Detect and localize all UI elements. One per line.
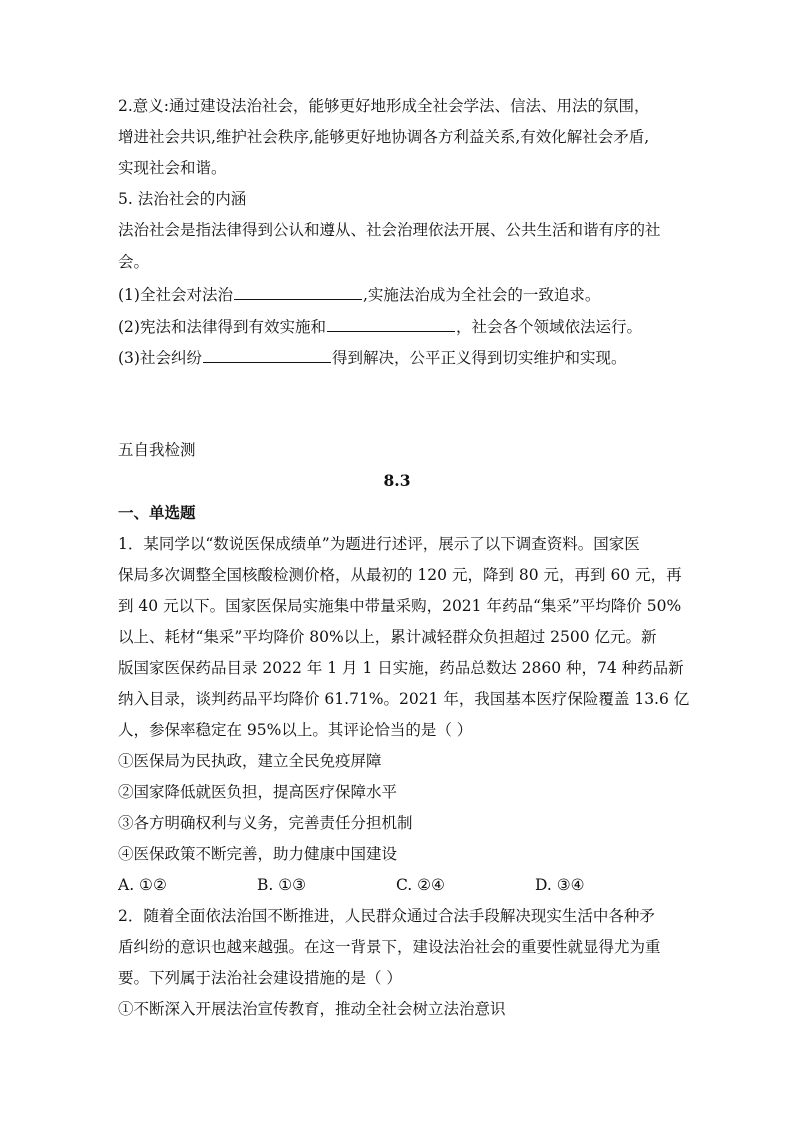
q1-line-3: 到 40 元以下。国家医保局实施集中带量采购，2021 年药品“集采”平均降价 50% <box>118 597 682 615</box>
item-1-suffix: ,实施法治成为全社会的一致追求。 <box>362 286 601 304</box>
self-check-heading: 五自我检测 <box>118 441 196 459</box>
connotation-item-2 <box>118 316 698 337</box>
q1-statement-1: ①医保局为民执政，建立全民免疫屏障 <box>118 752 382 770</box>
meaning-line-2: 增进社会共识,维护社会秩序,能够更好地协调各方利益关系,有效化解社会矛盾, <box>118 128 650 146</box>
lesson-number: 8.3 <box>383 471 411 490</box>
connotation-heading: 5. 法治社会的内涵 <box>118 190 247 208</box>
item-1-prefix: (1)全社会对法治 <box>118 286 233 304</box>
q1-option-a[interactable]: A. ①② <box>118 876 167 894</box>
item-2-prefix: (2)宪法和法律得到有效实施和 <box>118 318 326 336</box>
meaning-line-1: 2.意义:通过建设法治社会，能够更好地形成全社会学法、信法、用法的氛围， <box>118 97 650 115</box>
q1-line-5: 版国家医保药品目录 2022 年 1 月 1 日实施，药品总数达 2860 种，74 种药品新 <box>118 659 684 677</box>
fill-blank-2[interactable] <box>327 316 455 332</box>
item-3-prefix: (3)社会纠纷 <box>118 349 202 367</box>
q1-option-d[interactable]: D. ③④ <box>535 876 585 894</box>
q2-line-1: 2．随着全面依法治国不断推进，人民群众通过合法手段解决现实生活中各种矛 <box>118 907 655 925</box>
q1-line-6: 纳入目录，谈判药品平均降价 61.71%。2021 年，我国基本医疗保险覆盖 13.6 亿 <box>118 690 690 708</box>
fill-blank-3[interactable] <box>203 347 331 363</box>
q1-statement-2: ②国家降低就医负担，提高医疗保障水平 <box>118 783 398 801</box>
q1-option-c[interactable]: C. ②④ <box>396 876 445 894</box>
section-title: 一、单选题 <box>118 503 196 522</box>
q1-line-2: 保局多次调整全国核酸检测价格，从最初的 120 元，降到 80 元，再到 60 元，再 <box>118 566 682 584</box>
item-3-suffix: 得到解决，公平正义得到切实维护和实现。 <box>331 349 627 367</box>
q1-statement-4: ④医保政策不断完善，助力健康中国建设 <box>118 845 398 863</box>
q2-line-2: 盾纠纷的意识也越来越强。在这一背景下，建设法治社会的重要性就显得尤为重 <box>118 938 661 956</box>
q2-statement-1: ①不断深入开展法治宣传教育，推动全社会树立法治意识 <box>118 1000 506 1018</box>
q1-line-1: 1．某同学以“数说医保成绩单”为题进行述评，展示了以下调查资料。国家医 <box>118 535 640 553</box>
connotation-item-3 <box>118 347 698 368</box>
meaning-line-3: 实现社会和谐。 <box>118 159 227 177</box>
fill-blank-1[interactable] <box>234 284 362 300</box>
q1-line-4: 以上、耗材“集采”平均降价 80%以上，累计减轻群众负担超过 2500 亿元。新 <box>118 628 657 646</box>
q1-statement-3: ③各方明确权利与义务，完善责任分担机制 <box>118 814 413 832</box>
q2-line-3: 要。下列属于法治社会建设措施的是（ ） <box>118 969 402 987</box>
connotation-definition-line-2: 会。 <box>118 253 150 271</box>
q1-option-b[interactable]: B. ①③ <box>257 876 307 894</box>
connotation-item-1 <box>118 284 698 305</box>
item-2-suffix: ，社会各个领域依法运行。 <box>455 318 642 336</box>
q1-options <box>118 875 698 897</box>
connotation-definition-line-1: 法治社会是指法律得到公认和遵从、社会治理依法开展、公共生活和谐有序的社 <box>118 221 661 239</box>
q1-line-7: 人，参保率稳定在 95%以上。其评论恰当的是（ ） <box>118 721 473 739</box>
